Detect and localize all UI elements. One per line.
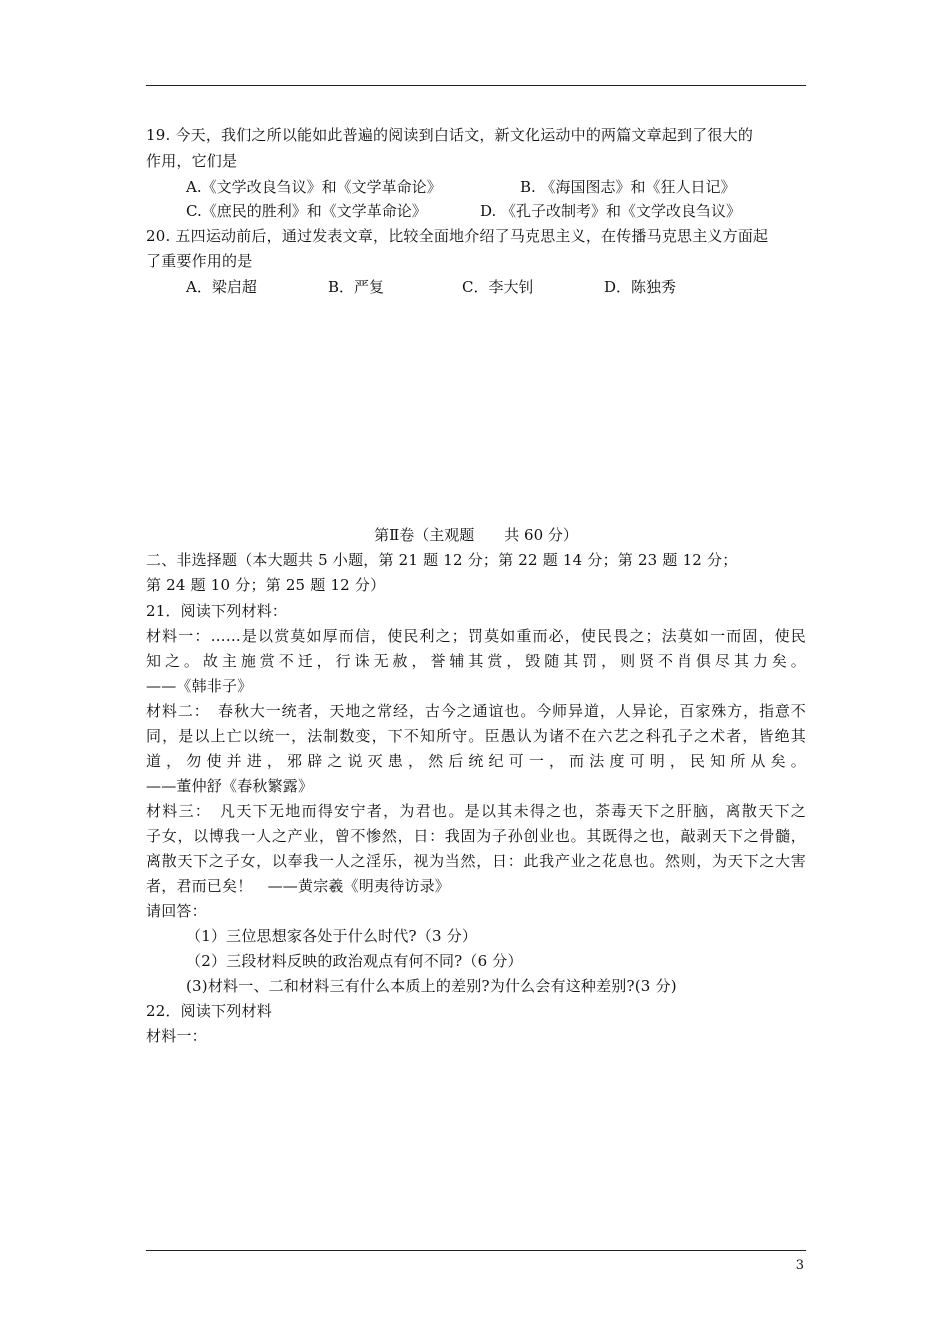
q21-material1-source: ——《韩非子》 [146,677,253,695]
q22-intro: 22．阅读下列材料 [146,1002,272,1020]
q21-material3-line3: 离散天下之子女，以奉我一人之淫乐，视为当然，日：此我产业之花息也。然则，为天下之大害 [146,852,806,870]
q22-material1: 材料一： [146,1027,207,1045]
q19-option-b: B. 《海国图志》和《狂人日记》 [520,178,736,196]
footer-rule [146,1250,806,1251]
q21-sub2: （2）三段材料反映的政治观点有何不同?（6 分） [186,952,523,970]
q21-material2-line2: 同，是以上亡以统一，法制数变，下不知所守。臣愚认为诸不在六艺之科孔子之术者，皆绝其 [146,727,806,745]
q21-material3-line1: 材料三： 凡天下无地而得安宁者，为君也。是以其未得之也，荼毒天下之肝脑，离散天下之 [146,802,806,820]
q20-option-c: C．李大钊 [462,278,534,296]
q21-material2-line1: 材料二： 春秋大一统者，天地之常经，古今之通谊也。今师异道，人异论，百家殊方，指意不 [146,702,806,720]
q21-material3-line4: 者，君而已矣！ ——黄宗羲《明夷待访录》 [146,877,451,895]
q21-sub3: (3)材料一、二和材料三有什么本质上的差别?为什么会有这种差别?(3 分) [186,977,677,995]
section-title: 第Ⅱ卷（主观题 共 60 分） [374,526,578,544]
q19-stem-line1: 19. 今天，我们之所以能如此普遍的阅读到白话文，新文化运动中的两篇文章起到了很大的 [146,126,754,144]
q20-stem-line1: 20. 五四运动前后，通过发表文章，比较全面地介绍了马克思主义，在传播马克思主义方面起 [146,227,769,245]
page-number: 3 [795,1258,804,1273]
q20-stem-line2: 了重要作用的是 [146,252,253,270]
q21-material2-source: ——董仲舒《春秋繁露》 [146,777,314,795]
section-heading-line1: 二、非选择题（本大题共 5 小题，第 21 题 12 分；第 22 题 14 分；第 23 题 12 分； [146,551,738,569]
q20-option-d: D．陈独秀 [604,278,677,296]
q21-intro: 21．阅读下列材料： [146,602,288,620]
q21-material1-line2: 知之。故主施赏不迁，行诛无赦，誉辅其赏，毁随其罚，则贤不肖俱尽其力矣。 [146,652,806,670]
q21-material1-line1: 材料一：……是以赏莫如厚而信，使民利之；罚莫如重而必，使民畏之；法莫如一而固，使民 [146,627,806,645]
q19-option-a: A.《文学改良刍议》和《文学革命论》 [186,178,442,196]
q19-option-d: D. 《孔子改制考》和《文学改良刍议》 [480,202,742,220]
q21-material3-line2: 子女，以博我一人之产业，曾不惨然，日：我固为子孙创业也。其既得之也，敲剥天下之骨髓， [146,827,806,845]
q19-option-c: C.《庶民的胜利》和《文学革命论》 [186,202,427,220]
q20-option-b: B．严复 [328,278,385,296]
q21-material2-line3: 道，勿使并进，邪辟之说灭患，然后统纪可一，而法度可明，民知所从矣。 [146,752,806,770]
q21-ask: 请回答： [146,902,207,920]
section-heading-line2: 第 24 题 10 分；第 25 题 12 分） [146,576,386,594]
header-rule [146,85,806,86]
q19-stem-line2: 作用，它们是 [146,152,238,170]
q20-option-a: A．梁启超 [186,278,257,296]
q21-sub1: （1）三位思想家各处于什么时代?（3 分） [186,927,478,945]
